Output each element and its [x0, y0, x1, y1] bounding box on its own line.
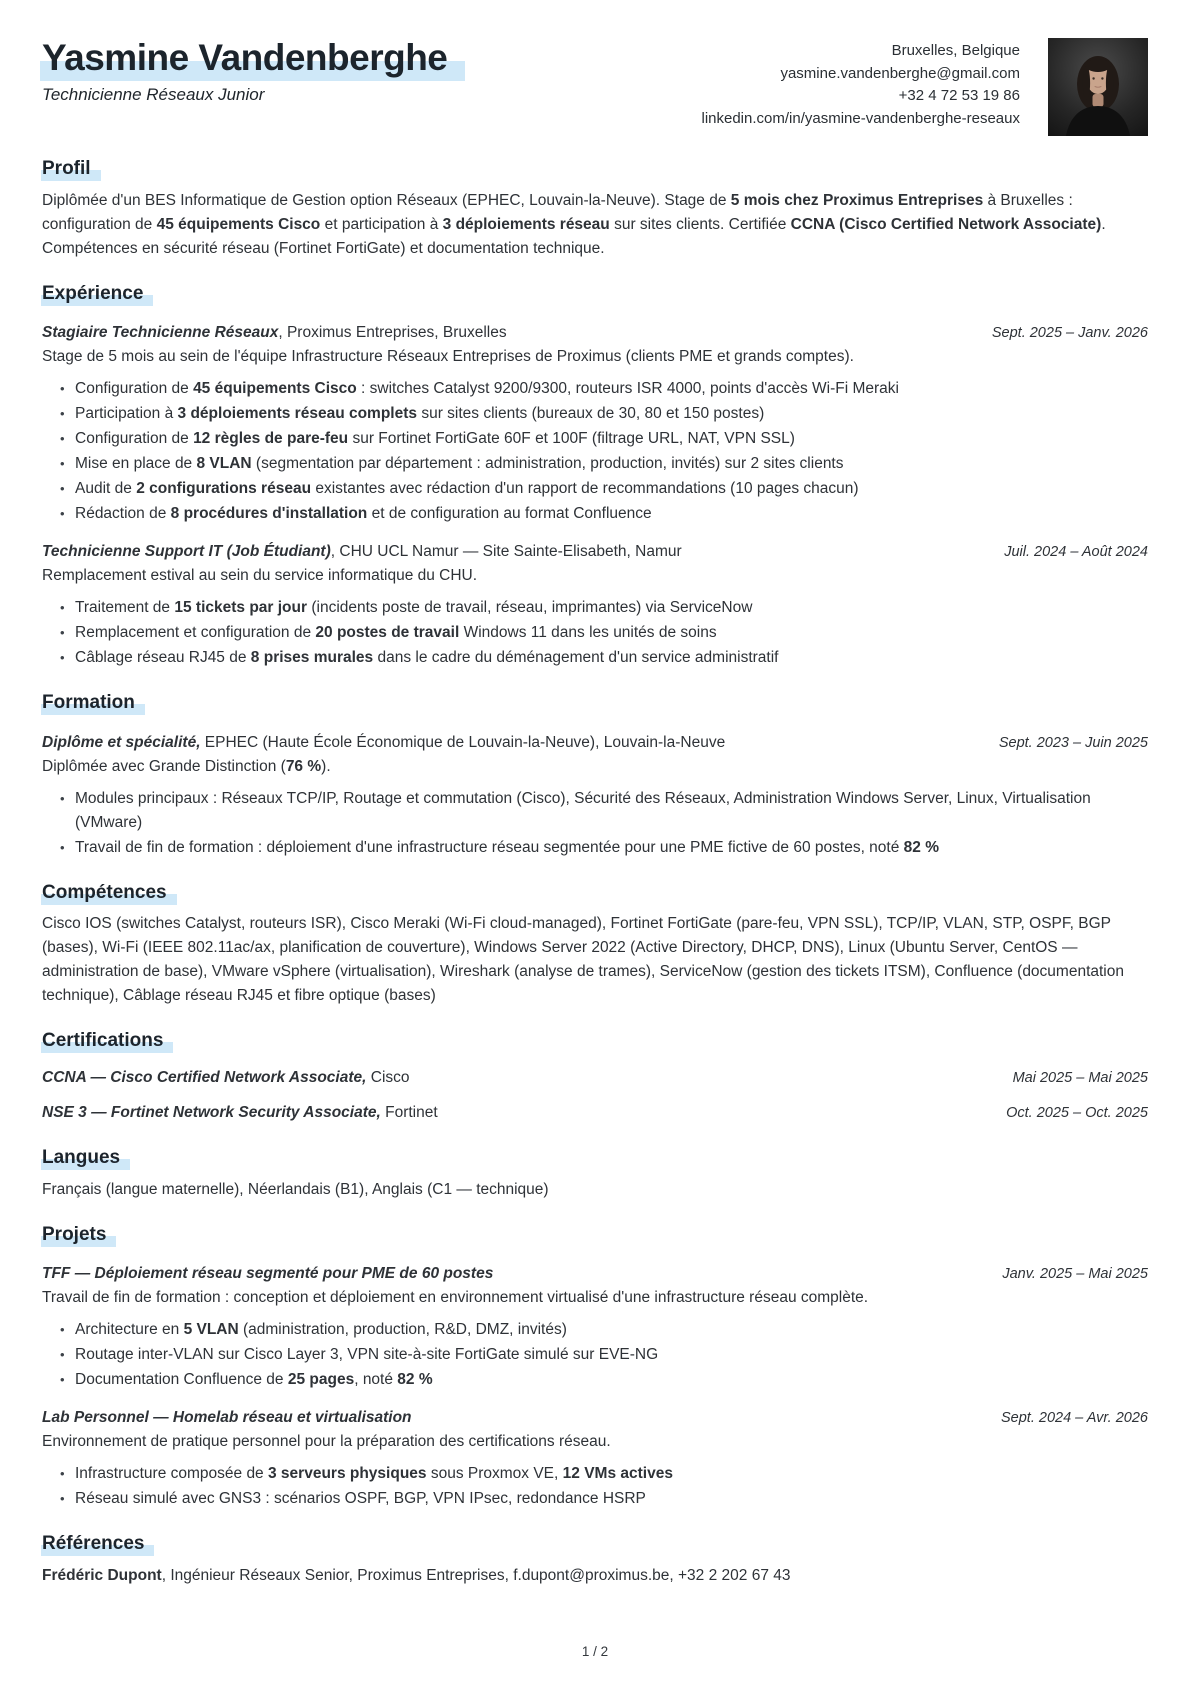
- heading-text: Compétences: [41, 882, 177, 905]
- person-job-title: Technicienne Réseaux Junior: [42, 84, 265, 104]
- degree-bullets: [42, 787, 1148, 860]
- job-summary: Stage de 5 mois au sein de l'équipe Infrastructure Réseaux Entreprises de Proximus (clients PME et grands comptes).: [42, 348, 854, 366]
- project-summary: Travail de fin de formation : conception et déploiement en environnement virtualisé d'une infrastructure réseau complète.: [42, 1289, 869, 1307]
- section-heading-competences: [42, 880, 1148, 907]
- heading-text: Projets: [41, 1224, 116, 1247]
- bullet-item: • Documentation Confluence de 25 pages, noté 82 %: [58, 1368, 1148, 1392]
- contact-phone: +32 4 72 53 19 86: [898, 87, 1020, 104]
- bullet-item: • Configuration de 12 règles de pare-feu sur Fortinet FortiGate 60F et 100F (filtrage URL, NAT, VPN SSL): [58, 427, 1148, 451]
- project-summary: Environnement de pratique personnel pour la préparation des certifications réseau.: [42, 1433, 611, 1451]
- section-heading-references: [42, 1531, 1148, 1558]
- heading-text: Formation: [41, 692, 145, 715]
- job-title: Stagiaire Technicienne Réseaux, Proximus Entreprises, Bruxelles: [42, 324, 507, 342]
- section-heading-certifications: [42, 1028, 1148, 1055]
- degree-title: Diplôme et spécialité, EPHEC (Haute École Économique de Louvain-la-Neuve), Louvain-la-Neuve: [42, 733, 726, 751]
- entry-head: [42, 1066, 1148, 1090]
- project-title: Lab Personnel — Homelab réseau et virtualisation: [42, 1409, 412, 1427]
- project-title: TFF — Déploiement réseau segmenté pour PME de 60 postes: [42, 1265, 494, 1283]
- certification-title: NSE 3 — Fortinet Network Security Associate, Fortinet: [42, 1103, 438, 1121]
- resume-header: [42, 38, 1148, 136]
- job-summary: Remplacement estival au sein du service informatique du CHU.: [42, 567, 478, 585]
- heading-text: Certifications: [41, 1030, 173, 1053]
- bullet-item: • Mise en place de 8 VLAN (segmentation par département : administration, production, invités) sur 2 sites clients: [58, 452, 1148, 476]
- heading-text: Langues: [41, 1147, 130, 1170]
- certification-date: Oct. 2025 – Oct. 2025: [1006, 1104, 1148, 1121]
- formation-entry: [42, 731, 1148, 860]
- contact-location: Bruxelles, Belgique: [891, 42, 1020, 59]
- certification-entry: [42, 1066, 1148, 1090]
- bullet-item: • Configuration de 45 équipements Cisco : switches Catalyst 9200/9300, routeurs ISR 4000, points d'accès Wi-Fi Meraki: [58, 377, 1148, 401]
- section-profil: [42, 156, 1148, 261]
- job-title: Technicienne Support IT (Job Étudiant), CHU UCL Namur — Site Sainte-Elisabeth, Namur: [42, 543, 682, 561]
- entry-head: [42, 1262, 1148, 1286]
- section-heading-profil: [42, 156, 1148, 183]
- bullet-item: • Participation à 3 déploiements réseau complets sur sites clients (bureaux de 30, 80 et 150 postes): [58, 402, 1148, 426]
- experience-entry: [42, 540, 1148, 670]
- profil-text: Diplômée d'un BES Informatique de Gestion option Réseaux (EPHEC, Louvain-la-Neuve). Stage de 5 mois chez Proximus Entreprises à Bruxelles : configuration de 45 équipements Cisco et participation à 3 déploiements réseau sur sites clients. Certifiée CCNA (Cisco Certified Network Associate). Compétences en sécurité réseau (Fortinet FortiGate) et documentation technique.: [42, 191, 1106, 257]
- page-number: 1 / 2: [581, 1644, 609, 1659]
- project-date: Sept. 2024 – Avr. 2026: [1001, 1410, 1148, 1427]
- bullet-item: • Infrastructure composée de 3 serveurs physiques sous Proxmox VE, 12 VMs actives: [58, 1462, 1148, 1486]
- bullet-item: • Traitement de 15 tickets par jour (incidents poste de travail, réseau, imprimantes) via ServiceNow: [58, 596, 1148, 620]
- experience-entry: [42, 321, 1148, 526]
- bullet-item: • Rédaction de 8 procédures d'installation et de configuration au format Confluence: [58, 502, 1148, 526]
- entry-head: [42, 1101, 1148, 1125]
- job-date: Juil. 2024 – Août 2024: [1004, 544, 1148, 561]
- portrait-illustration: [1048, 38, 1148, 136]
- bullet-item: • Remplacement et configuration de 20 postes de travail Windows 11 dans les unités de soins: [58, 621, 1148, 645]
- section-langues: [42, 1145, 1148, 1202]
- header-right: [701, 38, 1148, 136]
- section-certifications: [42, 1028, 1148, 1125]
- section-heading-langues: [42, 1145, 1148, 1172]
- entry-head: [42, 731, 1148, 755]
- bullet-item: • Câblage réseau RJ45 de 8 prises murales dans le cadre du déménagement d'un service administratif: [58, 646, 1148, 670]
- heading-text: Expérience: [41, 283, 153, 306]
- section-experience: [42, 281, 1148, 671]
- bullet-item: • Architecture en 5 VLAN (administration, production, R&D, DMZ, invités): [58, 1318, 1148, 1342]
- project-bullets: [42, 1462, 1148, 1511]
- bullet-item: • Routage inter-VLAN sur Cisco Layer 3, VPN site-à-site FortiGate simulé sur EVE-NG: [58, 1343, 1148, 1367]
- project-bullets: [42, 1318, 1148, 1392]
- entry-head: [42, 540, 1148, 564]
- bullet-item: • Modules principaux : Réseaux TCP/IP, Routage et commutation (Cisco), Sécurité des Réseaux, Administration Windows Server, Linux, Virtualisation (VMware): [58, 787, 1148, 835]
- contact-linkedin: linkedin.com/in/yasmine-vandenberghe-reseaux: [701, 109, 1020, 127]
- reference-line: Frédéric Dupont, Ingénieur Réseaux Senior, Proximus Entreprises, f.dupont@proximus.be, +32 2 202 67 43: [42, 1566, 791, 1584]
- bullet-item: • Audit de 2 configurations réseau existantes avec rédaction d'un rapport de recommandations (10 pages chacun): [58, 477, 1148, 501]
- certification-title: CCNA — Cisco Certified Network Associate, Cisco: [42, 1068, 410, 1086]
- job-bullets: [42, 596, 1148, 670]
- section-heading-projets: [42, 1222, 1148, 1249]
- degree-date: Sept. 2023 – Juin 2025: [998, 734, 1148, 751]
- bullet-item: • Réseau simulé avec GNS3 : scénarios OSPF, BGP, VPN IPsec, redondance HSRP: [58, 1487, 1148, 1511]
- heading-text: Profil: [41, 158, 101, 181]
- section-references: [42, 1531, 1148, 1588]
- project-entry: [42, 1262, 1148, 1392]
- section-formation: [42, 690, 1148, 860]
- heading-text: Références: [41, 1533, 154, 1556]
- bullet-item: • Travail de fin de formation : déploiement d'une infrastructure réseau segmentée pour une PME fictive de 60 postes, noté 82 %: [58, 836, 1148, 860]
- job-bullets: [42, 377, 1148, 526]
- person-name: [42, 38, 465, 78]
- project-entry: [42, 1406, 1148, 1511]
- profile-photo: [1048, 38, 1148, 136]
- entry-head: [42, 321, 1148, 345]
- section-competences: [42, 880, 1148, 1009]
- entry-head: [42, 1406, 1148, 1430]
- job-date: Sept. 2025 – Janv. 2026: [991, 325, 1148, 342]
- contact-email: yasmine.vandenberghe@gmail.com: [780, 64, 1020, 82]
- project-date: Janv. 2025 – Mai 2025: [1002, 1266, 1148, 1283]
- person-name-text: Yasmine Vandenberghe: [40, 37, 465, 81]
- certification-entry: [42, 1101, 1148, 1125]
- competences-text: Cisco IOS (switches Catalyst, routeurs ISR), Cisco Meraki (Wi-Fi cloud-managed), Fortinet FortiGate (pare-feu, VPN SSL), TCP/IP, VLAN, STP, OSPF, BGP (bases), Wi-Fi (IEEE 802.11ac/ax, planification de couverture), Windows Server 2022 (Active Directory, DHCP, DNS), Linux (Ubuntu Server, CentOS — administration de base), VMware vSphere (virtualisation), Wireshark (analyse de trames), ServiceNow (gestion des tickets ITSM), Confluence (documentation technique), Câblage réseau RJ45 et fibre optique (bases): [42, 915, 1124, 1005]
- langues-text: Français (langue maternelle), Néerlandais (B1), Anglais (C1 — technique): [42, 1180, 549, 1198]
- section-heading-formation: [42, 690, 1148, 717]
- contact-block: [701, 38, 1020, 130]
- section-projets: [42, 1222, 1148, 1512]
- certification-date: Mai 2025 – Mai 2025: [1012, 1069, 1148, 1086]
- section-heading-experience: [42, 281, 1148, 308]
- degree-summary: Diplômée avec Grande Distinction (76 %).: [42, 757, 331, 775]
- identity-block: [42, 38, 465, 105]
